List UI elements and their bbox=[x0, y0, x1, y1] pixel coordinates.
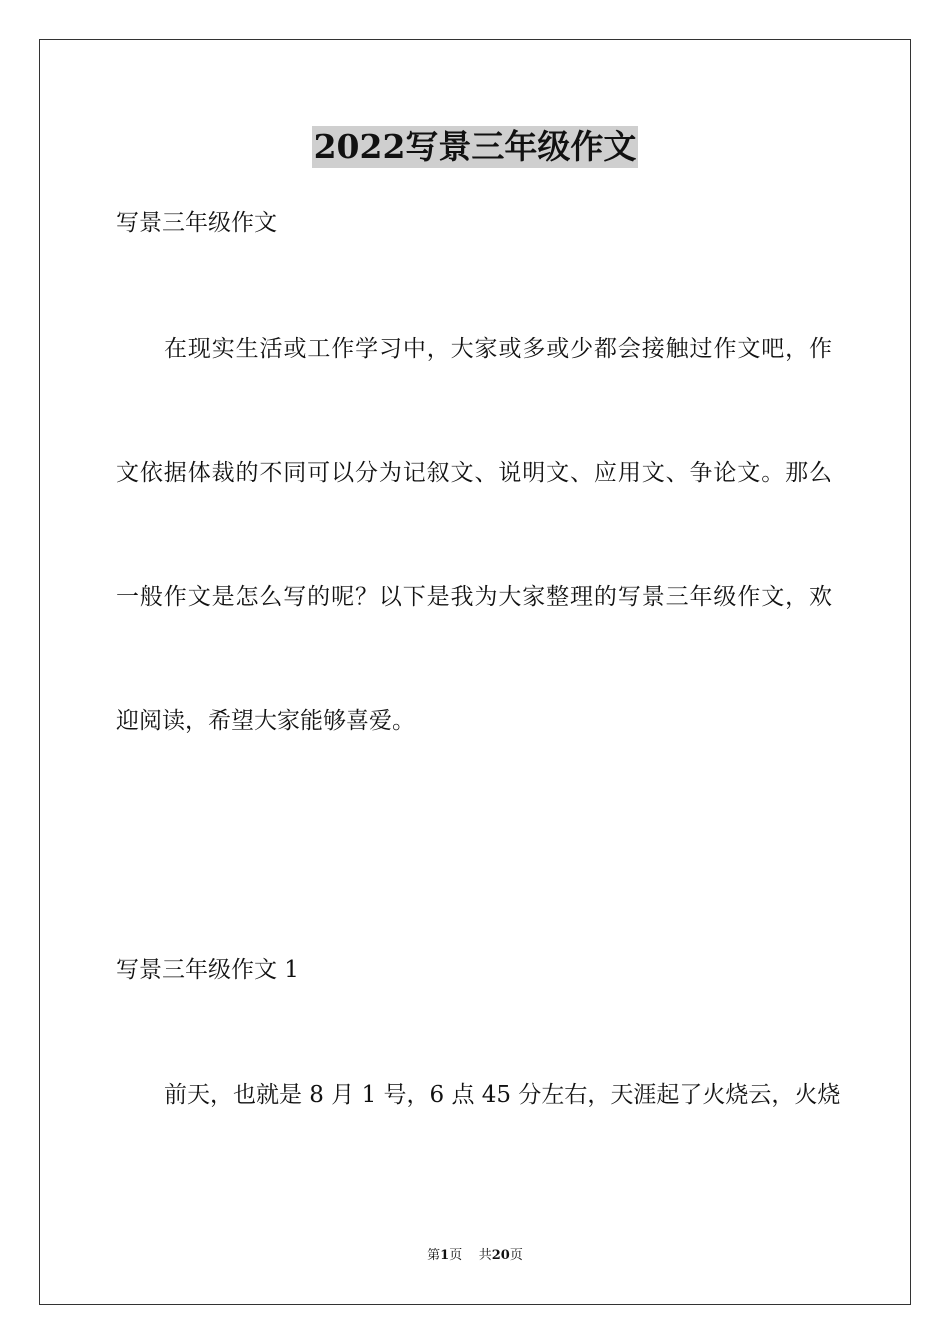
document-subtitle: 写景三年级作文 bbox=[116, 210, 277, 236]
footer-page-current: 1 bbox=[440, 1248, 450, 1263]
footer-prefix: 第 bbox=[427, 1248, 441, 1263]
paragraph-line: 文依据体裁的不同可以分为记叙文、说明文、应用文、争论文。那么 bbox=[116, 460, 832, 486]
footer-mid: 页 共 bbox=[449, 1248, 492, 1263]
footer-suffix: 页 bbox=[509, 1248, 523, 1263]
document-title: 2022写景三年级作文 bbox=[313, 127, 637, 166]
paragraph-line: 前天，也就是 8 月 1 号，6 点 45 分左右，天涯起了火烧云，火烧 bbox=[164, 1082, 841, 1108]
footer-page-total: 20 bbox=[491, 1248, 510, 1263]
title-container bbox=[0, 126, 950, 168]
paragraph-line: 在现实生活或工作学习中，大家或多或少都会接触过作文吧，作 bbox=[164, 336, 832, 362]
section-heading: 写景三年级作文 1 bbox=[116, 957, 299, 983]
page-footer bbox=[0, 1247, 950, 1265]
paragraph-line: 一般作文是怎么写的呢？以下是我为大家整理的写景三年级作文，欢 bbox=[116, 584, 832, 610]
paragraph-line: 迎阅读，希望大家能够喜爱。 bbox=[116, 708, 415, 734]
